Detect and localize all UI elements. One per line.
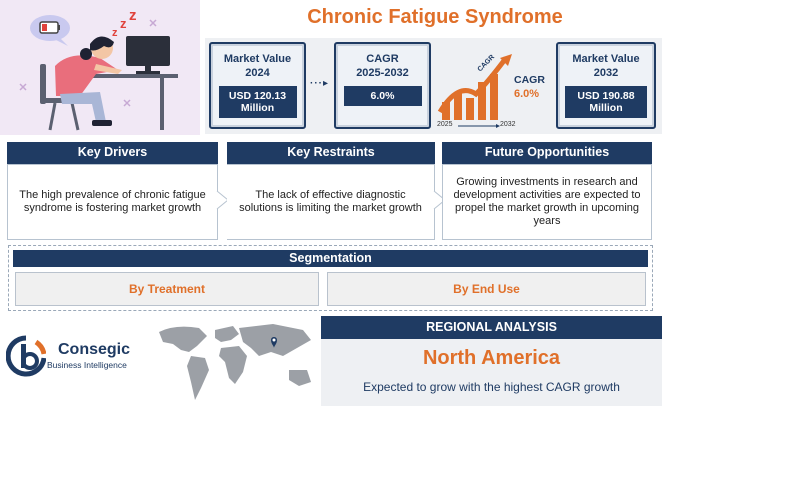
growth-chart-icon xyxy=(436,52,516,132)
segmentation-heading: Segmentation xyxy=(13,250,648,267)
logo-tagline: Business Intelligence xyxy=(47,360,127,370)
regional-heading: REGIONAL ANALYSIS xyxy=(321,316,662,339)
future-opportunities-text: Growing investments in research and development activities are expected to propel the market growth in upcoming years xyxy=(442,164,652,240)
world-map-icon xyxy=(155,322,317,407)
market-value-2024-value: USD 120.13 Million xyxy=(219,86,297,118)
cagr-arrow-label: CAGR xyxy=(476,53,497,74)
cagr-graphic-value: 6.0% xyxy=(514,88,540,100)
key-restraints-text: The lack of effective diagnostic solutions is limiting the market growth xyxy=(227,164,435,240)
segment-by-treatment: By Treatment xyxy=(15,272,319,306)
market-value-2024-year: 2024 xyxy=(245,67,270,79)
segment-by-end-use: By End Use xyxy=(327,272,646,306)
cagr-graphic-label: CAGR xyxy=(514,74,545,86)
svg-text:z: z xyxy=(112,27,118,39)
key-drivers-heading: Key Drivers xyxy=(7,142,218,164)
market-value-2024-card xyxy=(209,42,306,129)
key-drivers-text: The high prevalence of chronic fatigue syndrome is fostering market growth xyxy=(7,164,218,240)
consegic-logo-icon xyxy=(6,334,46,385)
cagr-card-period: 2025-2032 xyxy=(356,67,409,79)
page-title: Chronic Fatigue Syndrome xyxy=(307,6,563,28)
dotted-arrow-icon: ···▸ xyxy=(310,78,330,89)
regional-region-name: North America xyxy=(422,347,561,369)
market-value-2032-card xyxy=(556,42,656,129)
svg-text:z: z xyxy=(120,16,127,31)
cagr-card-value: 6.0% xyxy=(344,86,422,106)
sleeping-person-illustration xyxy=(0,0,200,135)
market-value-2032-value: USD 190.88 Million xyxy=(565,86,647,118)
svg-text:z: z xyxy=(129,7,137,24)
cagr-card-label: CAGR xyxy=(366,53,399,65)
year-start: 2025 xyxy=(437,121,453,128)
regional-description: Expected to grow with the highest CAGR growth xyxy=(363,380,620,394)
market-value-2024-label: Market Value xyxy=(223,53,292,65)
future-opportunities-heading: Future Opportunities xyxy=(442,142,652,164)
market-value-2032-label: Market Value xyxy=(572,53,640,65)
market-value-2032-year: 2032 xyxy=(593,67,619,79)
cagr-card xyxy=(334,42,431,129)
key-restraints-heading: Key Restraints xyxy=(227,142,435,164)
year-end: 2032 xyxy=(500,121,516,128)
logo-name: Consegic xyxy=(58,341,131,358)
header-illustration xyxy=(0,0,200,135)
